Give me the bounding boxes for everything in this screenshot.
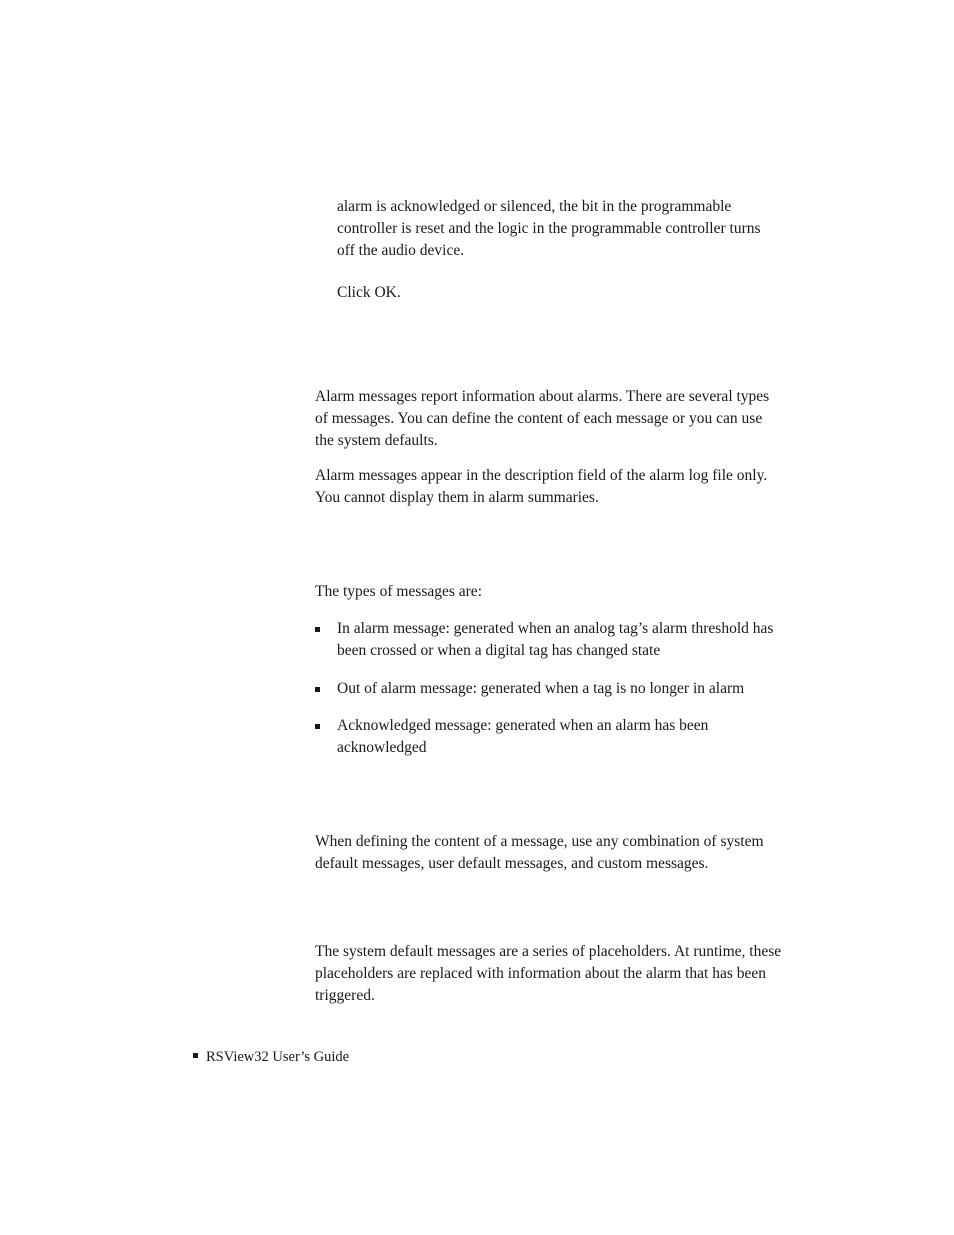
click-ok-instruction: Click OK.	[337, 284, 401, 301]
footer-bullet-icon	[193, 1053, 198, 1058]
list-item-text: Acknowledged message: generated when an alarm has been acknowledged	[337, 717, 709, 756]
list-item-text: In alarm message: generated when an analog tag’s alarm threshold has been crossed or when a digital tag has changed state	[337, 620, 774, 659]
list-item	[315, 715, 785, 759]
bullet-marker-icon	[315, 724, 320, 729]
message-types-intro: The types of messages are:	[315, 583, 482, 600]
footer-label: RSView32 User’s Guide	[206, 1049, 350, 1065]
list-item-text: Out of alarm message: generated when a tag is no longer in alarm	[337, 680, 745, 697]
bullet-marker-icon	[315, 627, 320, 632]
list-item	[315, 678, 785, 700]
alarm-messages-paragraph-2: Alarm messages appear in the description field of the alarm log file only. You cannot display them in alarm summaries.	[315, 467, 768, 506]
system-defaults-paragraph: The system default messages are a series of placeholders. At runtime, these placeholders are replaced with information about the alarm that has been triggered.	[315, 943, 782, 1004]
list-item	[315, 618, 785, 662]
defining-content-paragraph: When defining the content of a message, use any combination of system default messages, user default messages, and custom messages.	[315, 833, 764, 872]
page-footer	[193, 1047, 349, 1067]
alarm-messages-paragraph-1: Alarm messages report information about alarms. There are several types of messages. You can define the content of each message or you can use the system defaults.	[315, 388, 770, 449]
bullet-marker-icon	[315, 687, 320, 692]
step-continuation-text: alarm is acknowledged or silenced, the bit in the programmable controller is reset and the logic in the programmable controller turns off the audio device.	[337, 198, 761, 259]
